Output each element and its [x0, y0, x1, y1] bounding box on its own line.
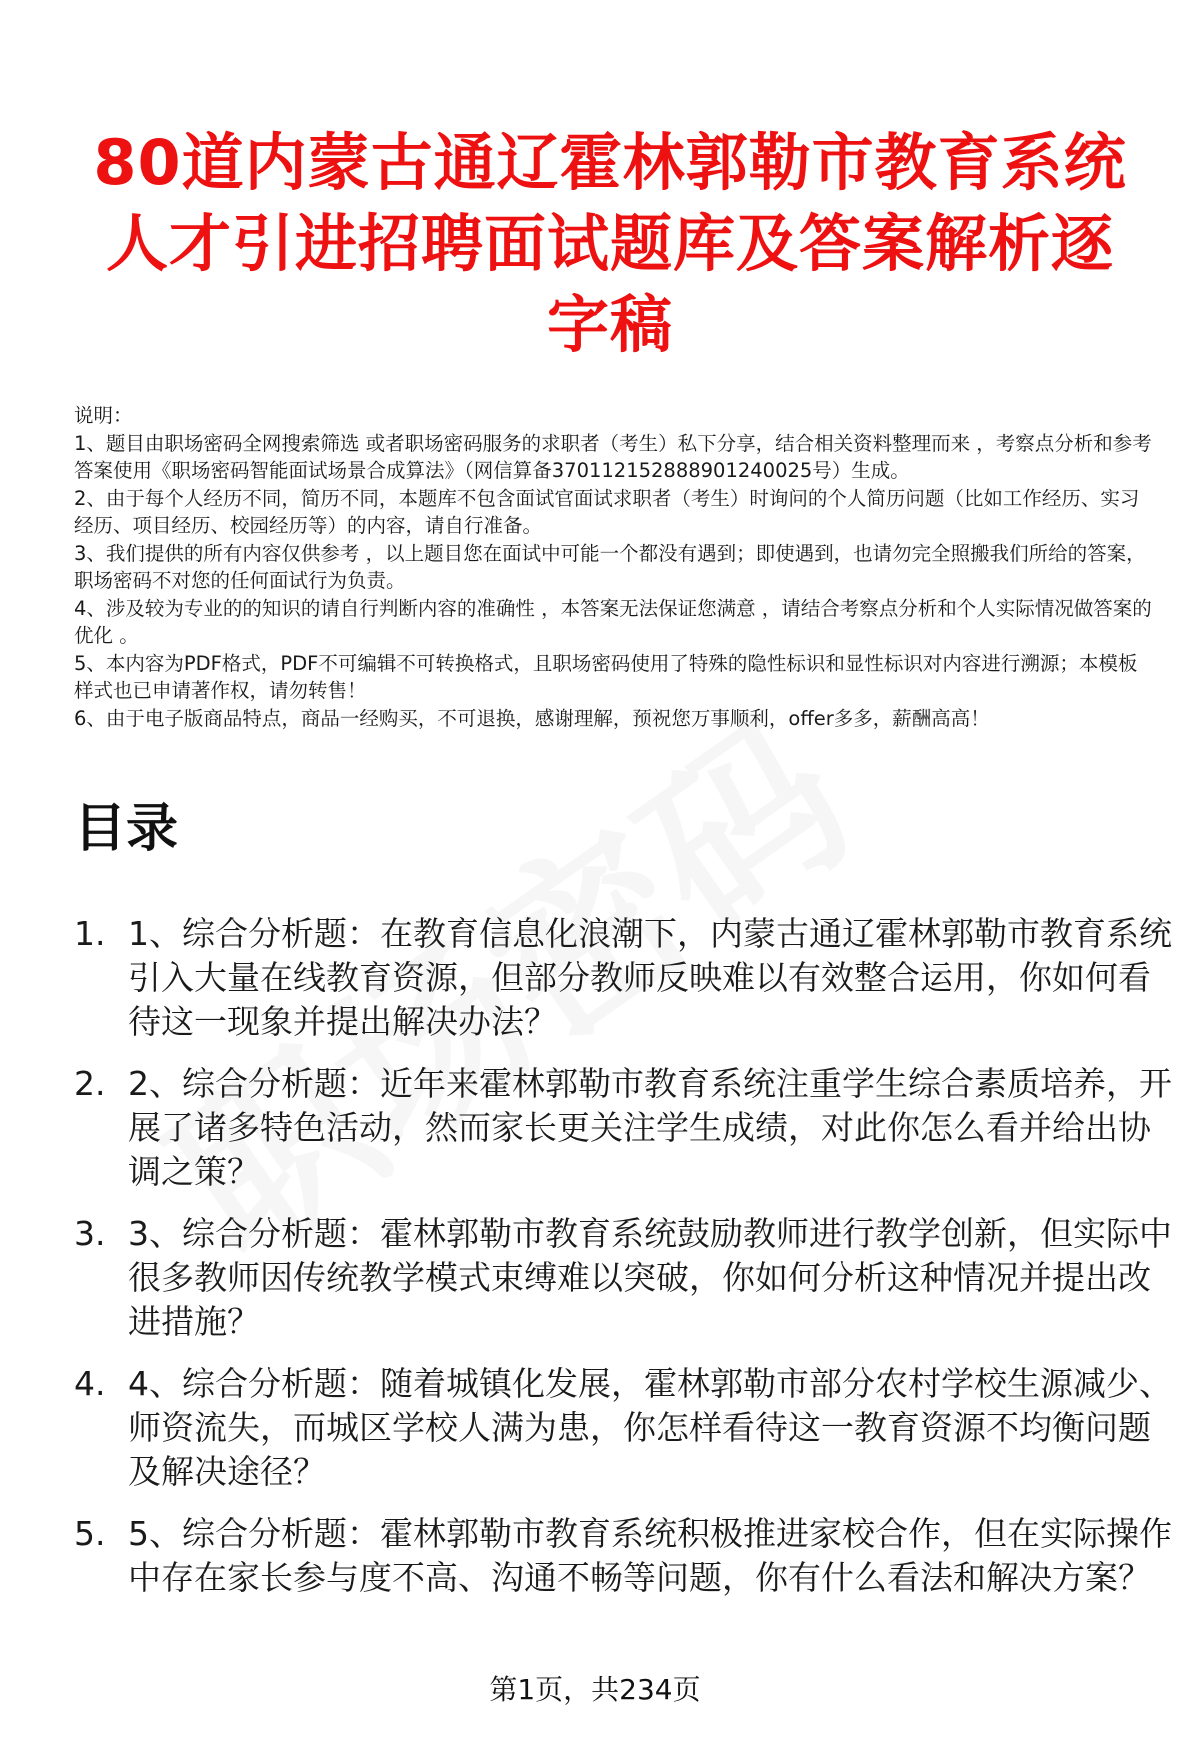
- toc-item-text[interactable]: 5、综合分析题：霍林郭勒市教育系统积极推进家校合作，但在实际操作中存在家长参与度不高、沟通不畅等问题，你有什么看法和解决方案？: [128, 1514, 1172, 1597]
- toc-item[interactable]: [74, 912, 1174, 1044]
- toc-item[interactable]: [74, 1362, 1174, 1494]
- note-item: 1、题目由职场密码全网搜索筛选 或者职场密码服务的求职者（考生）私下分享，结合相关资料整理而来 ，考察点分析和参考答案使用《职场密码智能面试场景合成算法》（网信算备370112152888901240025号）生成。: [74, 431, 1152, 482]
- toc-heading: 目录: [74, 799, 179, 859]
- toc-item-text[interactable]: 4、综合分析题：随着城镇化发展，霍林郭勒市部分农村学校生源减少、师资流失，而城区学校人满为患，你怎样看待这一教育资源不均衡问题及解决途径？: [128, 1364, 1172, 1491]
- toc-item-text[interactable]: 3、综合分析题：霍林郭勒市教育系统鼓励教师进行教学创新，但实际中很多教师因传统教学模式束缚难以突破，你如何分析这种情况并提出改进措施？: [128, 1214, 1172, 1341]
- note-item: 3、我们提供的所有内容仅供参考 ，以上题目您在面试中可能一个都没有遇到；即使遇到，也请勿完全照搬我们所给的答案，职场密码不对您的任何面试行为负责。: [74, 541, 1146, 592]
- toc-item-number: 3.: [74, 1214, 106, 1253]
- page-footer: 第1页，共234页: [489, 1673, 701, 1706]
- toc-item[interactable]: [74, 1512, 1174, 1600]
- notes-section: [74, 402, 1154, 732]
- toc-item-number: 5.: [74, 1514, 106, 1553]
- toc-item-number: 1.: [74, 914, 106, 953]
- notes-heading: 说明：: [74, 404, 133, 427]
- toc-item[interactable]: [74, 1212, 1174, 1344]
- toc-item-number: 2.: [74, 1064, 106, 1103]
- note-item: 5、本内容为PDF格式，PDF不可编辑不可转换格式，且职场密码使用了特殊的隐性标识和显性标识对内容进行溯源；本模板样式也已申请著作权，请勿转售！: [74, 651, 1138, 702]
- toc-item[interactable]: [74, 1062, 1174, 1194]
- note-item: 6、由于电子版商品特点，商品一经购买，不可退换，感谢理解，预祝您万事顺利，offer多多，薪酬高高！: [74, 706, 990, 730]
- toc-item-text[interactable]: 1、综合分析题：在教育信息化浪潮下，内蒙古通辽霍林郭勒市教育系统引入大量在线教育资源，但部分教师反映难以有效整合运用，你如何看待这一现象并提出解决办法？: [128, 914, 1172, 1041]
- toc-item-number: 4.: [74, 1364, 106, 1403]
- toc-item-text[interactable]: 2、综合分析题：近年来霍林郭勒市教育系统注重学生综合素质培养，开展了诸多特色活动，然而家长更关注学生成绩，对此你怎么看并给出协调之策？: [128, 1064, 1172, 1191]
- note-item: 4、涉及较为专业的的知识的请自行判断内容的准确性 ，本答案无法保证您满意 ，请结合考察点分析和个人实际情况做答案的优化 。: [74, 596, 1152, 647]
- document-title: 80道内蒙古通辽霍林郭勒市教育系统人才引进招聘面试题库及答案解析逐字稿: [93, 126, 1127, 361]
- note-item: 2、由于每个人经历不同，简历不同，本题库不包含面试官面试求职者（考生）时询问的个人简历问题（比如工作经历、实习经历、项目经历、校园经历等）的内容，请自行准备。: [74, 486, 1140, 537]
